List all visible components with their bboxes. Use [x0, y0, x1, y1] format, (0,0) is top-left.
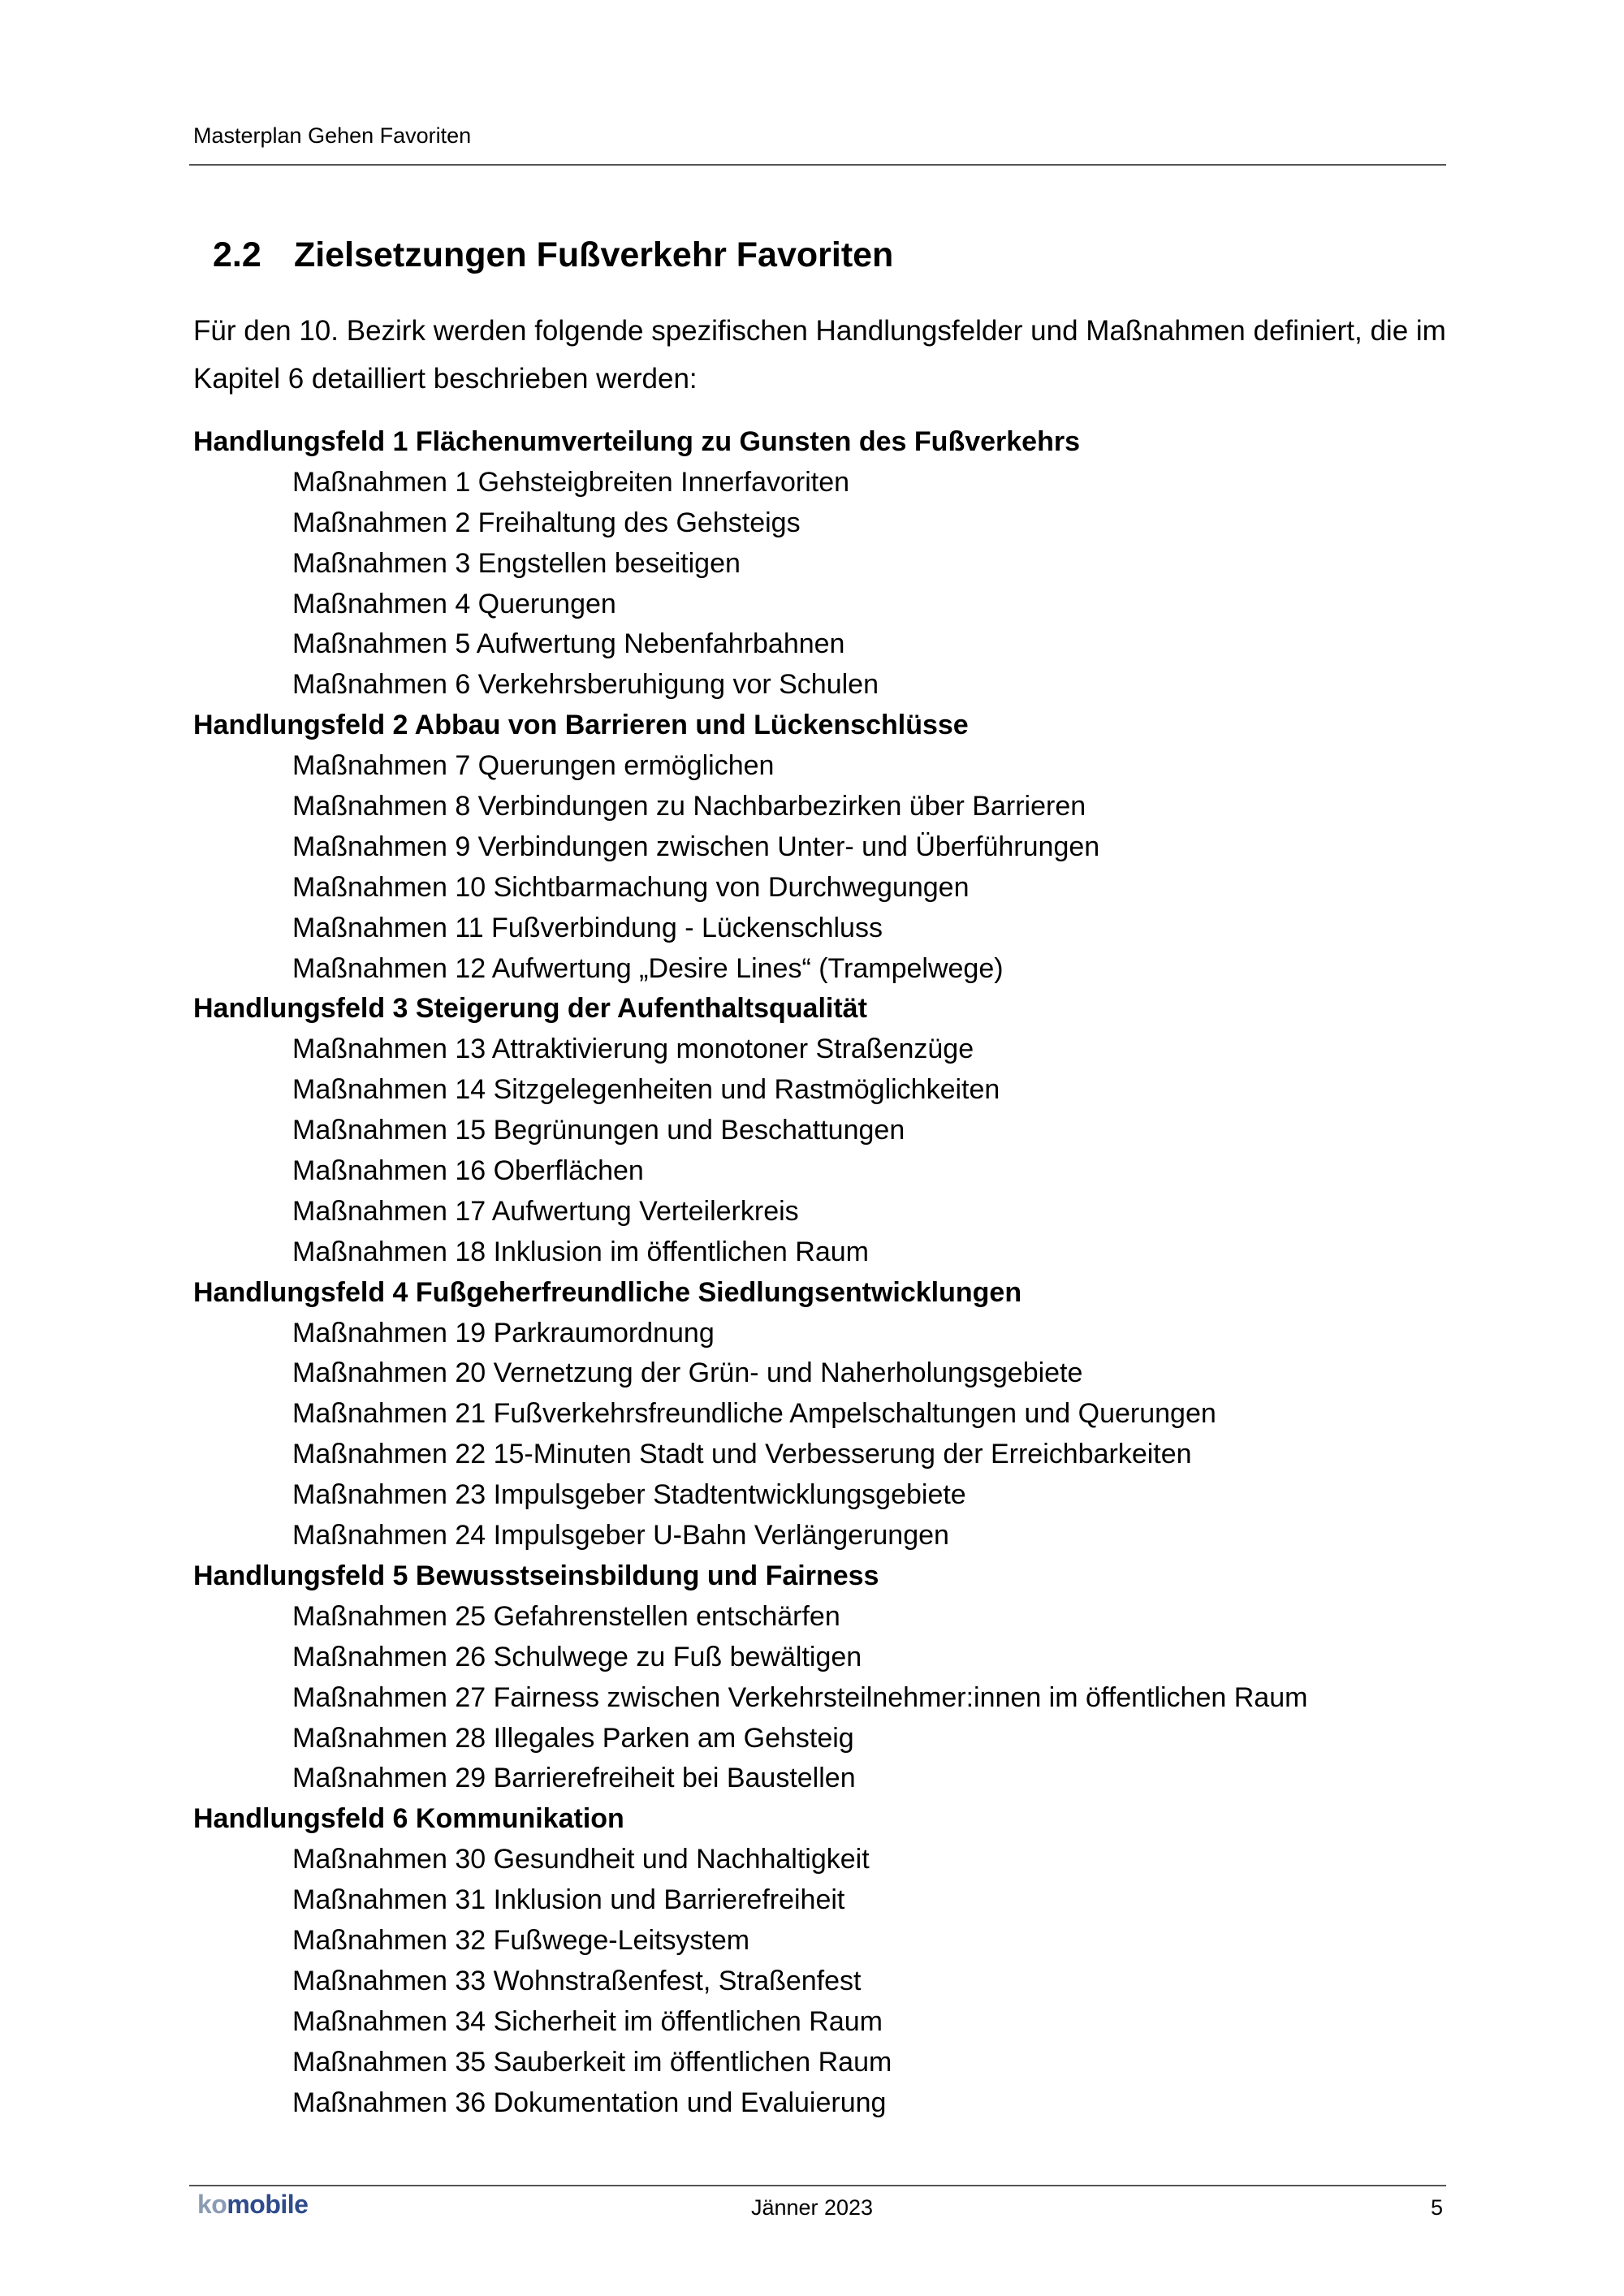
handlungsfeld-item: [193, 989, 1460, 1272]
massnahme-item: Maßnahmen 11 Fußverbindung - Lückenschluss: [292, 912, 883, 943]
massnahme-item: Maßnahmen 5 Aufwertung Nebenfahrbahnen: [292, 628, 845, 660]
header-divider: [189, 164, 1446, 166]
section-title: Zielsetzungen Fußverkehr Favoriten: [294, 235, 894, 274]
massnahme-item: Maßnahmen 36 Dokumentation und Evaluierung: [292, 2087, 887, 2118]
handlungsfeld-title: Handlungsfeld 2 Abbau von Barrieren und Lückenschlüsse: [193, 710, 969, 741]
handlungsfeld-title: Handlungsfeld 3 Steigerung der Aufenthaltsqualität: [193, 993, 867, 1025]
massnahme-item: Maßnahmen 8 Verbindungen zu Nachbarbezirken über Barrieren: [292, 791, 1086, 822]
massnahme-item: Maßnahmen 28 Illegales Parken am Gehsteig: [292, 1722, 854, 1754]
massnahmen-list: [193, 1840, 1460, 2123]
massnahme-item: Maßnahmen 16 Oberflächen: [292, 1155, 644, 1187]
massnahme-item: Maßnahmen 29 Barrierefreiheit bei Baustellen: [292, 1763, 856, 1794]
massnahme-item: Maßnahmen 17 Aufwertung Verteilerkreis: [292, 1195, 799, 1227]
massnahme-item: Maßnahmen 4 Querungen: [292, 588, 616, 619]
massnahme-item: Maßnahmen 1 Gehsteigbreiten Innerfavoriten: [292, 466, 850, 498]
handlungsfeld-item: [193, 1273, 1460, 1556]
massnahme-item: Maßnahmen 23 Impulsgeber Stadtentwicklungsgebiete: [292, 1479, 966, 1511]
massnahme-item: Maßnahmen 26 Schulwege zu Fuß bewältigen: [292, 1641, 862, 1672]
massnahme-item: Maßnahmen 12 Aufwertung „Desire Lines“ (Trampelwege): [292, 952, 1004, 984]
handlungsfeld-item: [193, 422, 1460, 706]
massnahmen-list: [193, 463, 1460, 706]
footer-divider: [189, 2185, 1446, 2186]
massnahme-item: Maßnahmen 24 Impulsgeber U-Bahn Verlängerungen: [292, 1520, 949, 1552]
running-header: Masterplan Gehen Favoriten: [193, 123, 472, 148]
logo-text-ko: ko: [197, 2190, 227, 2219]
logo-text-mobile: mobile: [227, 2190, 309, 2219]
massnahme-item: Maßnahmen 3 Engstellen beseitigen: [292, 547, 741, 579]
massnahmen-list: [193, 1314, 1460, 1556]
massnahme-item: Maßnahmen 9 Verbindungen zwischen Unter- und Überführungen: [292, 831, 1100, 862]
massnahme-item: Maßnahmen 19 Parkraumordnung: [292, 1317, 715, 1349]
massnahmen-list: [193, 1029, 1460, 1272]
handlungsfeld-item: [193, 1556, 1460, 1799]
massnahme-item: Maßnahmen 14 Sitzgelegenheiten und Rastmöglichkeiten: [292, 1074, 1000, 1106]
page-number: 5: [1430, 2195, 1443, 2220]
massnahme-item: Maßnahmen 25 Gefahrenstellen entschärfen: [292, 1600, 840, 1632]
massnahme-item: Maßnahmen 22 15-Minuten Stadt und Verbesserung der Erreichbarkeiten: [292, 1439, 1192, 1470]
massnahme-item: Maßnahmen 18 Inklusion im öffentlichen Raum: [292, 1236, 869, 1267]
massnahme-item: Maßnahmen 7 Querungen ermöglichen: [292, 750, 775, 782]
massnahme-item: Maßnahmen 35 Sauberkeit im öffentlichen Raum: [292, 2046, 892, 2078]
massnahme-item: Maßnahmen 13 Attraktivierung monotoner Straßenzüge: [292, 1034, 974, 1065]
handlungsfeld-title: Handlungsfeld 1 Flächenumverteilung zu Gunsten des Fußverkehrs: [193, 426, 1080, 457]
massnahme-item: Maßnahmen 33 Wohnstraßenfest, Straßenfest: [292, 1965, 862, 1996]
handlungsfeld-title: Handlungsfeld 6 Kommunikation: [193, 1803, 624, 1835]
massnahme-item: Maßnahmen 30 Gesundheit und Nachhaltigkeit: [292, 1844, 870, 1875]
massnahme-item: Maßnahmen 15 Begrünungen und Beschattungen: [292, 1115, 905, 1146]
massnahmen-list: [193, 746, 1460, 989]
section-heading: [213, 235, 893, 275]
massnahme-item: Maßnahmen 34 Sicherheit im öffentlichen Raum: [292, 2005, 883, 2037]
massnahme-item: Maßnahmen 21 Fußverkehrsfreundliche Ampelschaltungen und Querungen: [292, 1398, 1216, 1430]
massnahme-item: Maßnahmen 20 Vernetzung der Grün- und Naherholungsgebiete: [292, 1357, 1083, 1389]
massnahme-item: Maßnahmen 10 Sichtbarmachung von Durchwegungen: [292, 871, 970, 903]
massnahmen-list: [193, 1597, 1460, 1799]
massnahme-item: Maßnahmen 31 Inklusion und Barrierefreiheit: [292, 1884, 845, 1916]
handlungsfeld-title: Handlungsfeld 4 Fußgeherfreundliche Siedlungsentwicklungen: [193, 1276, 1022, 1308]
handlungsfeld-item: [193, 706, 1460, 989]
massnahme-item: Maßnahmen 27 Fairness zwischen Verkehrsteilnehmer:innen im öffentlichen Raum: [292, 1681, 1308, 1713]
massnahme-item: Maßnahmen 6 Verkehrsberuhigung vor Schulen: [292, 669, 879, 701]
handlungsfeld-list: [193, 422, 1460, 2123]
massnahme-item: Maßnahmen 2 Freihaltung des Gehsteigs: [292, 507, 801, 538]
intro-paragraph: Für den 10. Bezirk werden folgende spezifischen Handlungsfelder und Maßnahmen definiert, die im Kapitel 6 detailliert beschrieben werden:: [193, 315, 1446, 395]
footer-date: Jänner 2023: [750, 2195, 874, 2220]
handlungsfeld-title: Handlungsfeld 5 Bewusstseinsbildung und Fairness: [193, 1560, 879, 1591]
section-number: 2.2: [213, 235, 261, 274]
handlungsfeld-item: [193, 1799, 1460, 2123]
massnahme-item: Maßnahmen 32 Fußwege-Leitsystem: [292, 1924, 750, 1956]
